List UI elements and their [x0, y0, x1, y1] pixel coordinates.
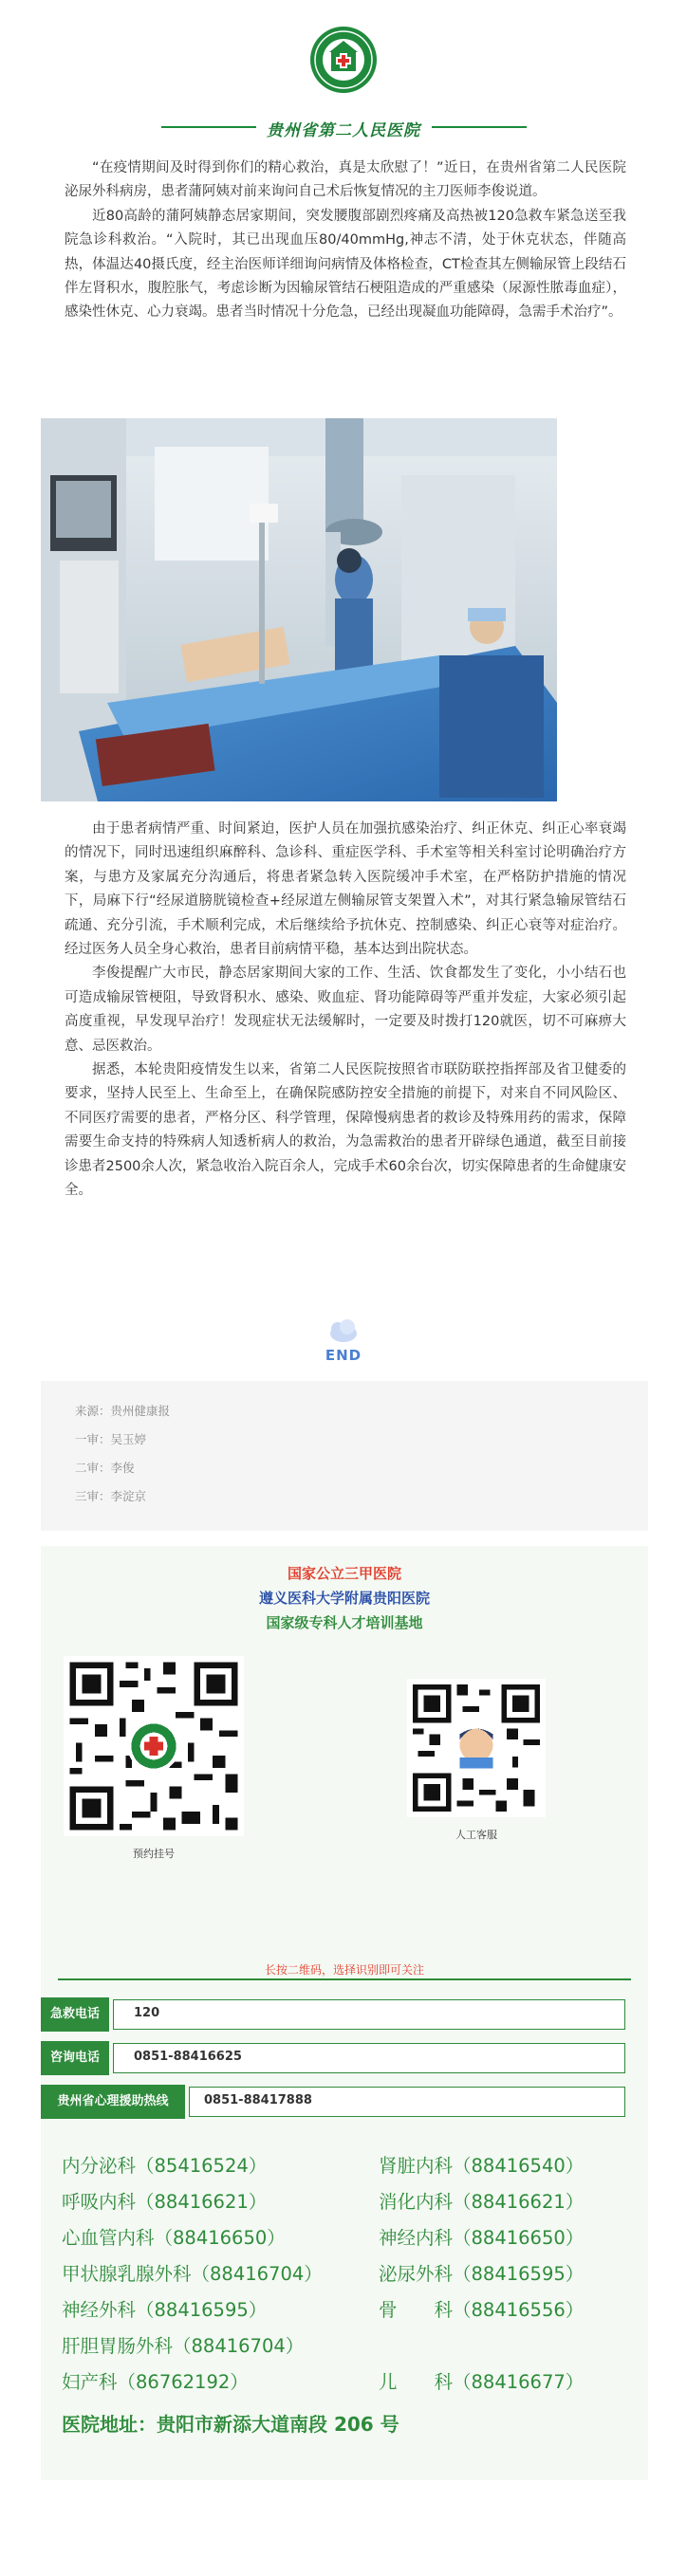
end-label: END — [325, 1347, 362, 1364]
article-paragraph: 李俊提醒广大市民，静态居家期间大家的工作、生活、饮食都发生了变化，小小结石也可造成输尿管梗阻，导致肾积水、感染、败血症、肾功能障碍等严重并发症，大家必须引起高度重视，早发现早治疗！发现症状无法缓解时，一定要及时拨打120就医，切不可麻痹大意、忌医救治。 — [65, 966, 626, 1054]
customer-service-qr-caption: 人工客服 — [455, 1829, 497, 1841]
article-paragraph: “在疫情期间及时得到你们的精心救治，真是太欣慰了！”近日，在贵州省第二人民医院泌尿外科病房，患者蒲阿姨对前来询问自己术后恢复情况的主刀医师李俊说道。 — [65, 160, 626, 200]
department-item: 妇产科（86762192） — [62, 2371, 249, 2393]
credit-review-1: 一审：吴玉婷 — [75, 1432, 147, 1446]
consult-phone[interactable]: 0851-88416625 — [134, 2050, 242, 2064]
banner-title: 贵州省第二人民医院 — [267, 121, 420, 140]
department-item: 消化内科（88416621） — [379, 2191, 585, 2213]
department-item: 骨 科（88416556） — [379, 2299, 585, 2321]
contact-label: 咨询电话 — [41, 2041, 109, 2075]
appointment-qr-caption: 预约挂号 — [133, 1848, 175, 1860]
department-item: 儿 科（88416677） — [379, 2371, 585, 2393]
contact-row-psych — [41, 2085, 648, 2119]
contact-row-consult — [41, 2041, 648, 2075]
promo-title-3: 国家级专科人才培训基地 — [266, 1614, 423, 1631]
hospital-address: 医院地址：贵阳市新添大道南段 206 号 — [62, 2413, 399, 2436]
article-paragraph: 近80高龄的蒲阿姨静态居家期间，突发腰腹部剧烈疼痛及高热被120急救车紧急送至我院急诊科救治。“入院时，其已出现血压80/40mmHg,神志不清，处于休克状态，伴随高热，体温达40摄氏度，经主治医师详细询问病情及体格检查，CT检查其左侧输尿管上段结石伴左肾积水，腹腔胀气，考虑诊断为因输尿管结石梗阻造成的严重感染（尿源性脓毒血症），感染性休克、心力衰竭。患者当时情况十分危急，已经出现凝血功能障碍，急需手术治疗”。 — [65, 208, 626, 321]
department-item: 肝胆胃肠外科（88416704） — [62, 2335, 305, 2357]
cloud-icon — [313, 1315, 374, 1345]
credit-review-3: 三审：李淀京 — [75, 1489, 147, 1503]
contact-row-emergency — [41, 1997, 648, 2032]
department-item: 甲状腺乳腺外科（88416704） — [62, 2263, 323, 2285]
contact-box — [113, 1999, 625, 2030]
department-item: 内分泌科（85416524） — [62, 2155, 268, 2177]
appointment-qr-code[interactable] — [64, 1656, 244, 1836]
department-item: 呼吸内科（88416621） — [62, 2191, 268, 2213]
credits-box — [41, 1381, 648, 1531]
contact-label: 急救电话 — [41, 1997, 109, 2032]
article-intro — [65, 156, 626, 325]
scan-tip: 长按二维码，选择识别即可关注 — [264, 1963, 424, 1977]
promo-title-1: 国家公立三甲医院 — [287, 1565, 401, 1582]
department-item: 心血管内科（88416650） — [62, 2227, 286, 2249]
hospital-banner — [0, 116, 687, 138]
surgery-photo — [41, 418, 557, 801]
article-body — [65, 818, 626, 1204]
hospital-promo — [41, 1546, 648, 2480]
article-paragraph: 据悉，本轮贵阳疫情发生以来，省第二人民医院按照省市联防联控指挥部及省卫健委的要求，坚持人民至上、生命至上，在确保院感防控安全措施的前提下，对来自不同风险区、不同医疗需要的患者，严格分区、科学管理，保障慢病患者的救诊及特殊用药的需求，保障需要生命支持的特殊病人知透析病人的救治，为急需救治的患者开辟绿色通道，截至目前接诊患者2500余人次，紧急收治入院百余人，完成手术60余台次，切实保障患者的生命健康安全。 — [65, 1062, 626, 1199]
promo-title-2: 遵义医科大学附属贵阳医院 — [258, 1590, 430, 1607]
psych-hotline-phone[interactable]: 0851-88417888 — [204, 2093, 312, 2107]
credit-review-2: 二审：李俊 — [75, 1461, 135, 1475]
credit-source: 来源：贵州健康报 — [75, 1404, 171, 1418]
contact-label: 贵州省心理援助热线 — [41, 2085, 185, 2119]
end-mark — [313, 1315, 374, 1371]
hospital-logo — [308, 25, 379, 95]
customer-service-qr-code[interactable] — [407, 1679, 546, 1817]
department-item: 泌尿外科（88416595） — [379, 2263, 585, 2285]
scan-divider — [58, 1978, 631, 1980]
department-item: 肾脏内科（88416540） — [379, 2155, 585, 2177]
article-paragraph: 由于患者病情严重、时间紧迫，医护人员在加强抗感染治疗、纠正休克、纠正心率衰竭的情况下，同时迅速组织麻醉科、急诊科、重症医学科、手术室等相关科室讨论明确治疗方案，与患方及家属充分沟通后，将患者紧急转入医院缓冲手术室，在严格防护措施的情况下，局麻下行“经尿道膀胱镜检查+经尿道左侧输尿管支架置入术”，对其行紧急输尿管结石疏通、充分引流，手术顺利完成，术后继续给予抗休克、控制感染、纠正心衰等对症治疗。经过医务人员全身心救治，患者目前病情平稳，基本达到出院状态。 — [65, 821, 626, 958]
emergency-phone[interactable]: 120 — [134, 2006, 160, 2020]
department-item: 神经内科（88416650） — [379, 2227, 585, 2249]
department-item: 神经外科（88416595） — [62, 2299, 268, 2321]
